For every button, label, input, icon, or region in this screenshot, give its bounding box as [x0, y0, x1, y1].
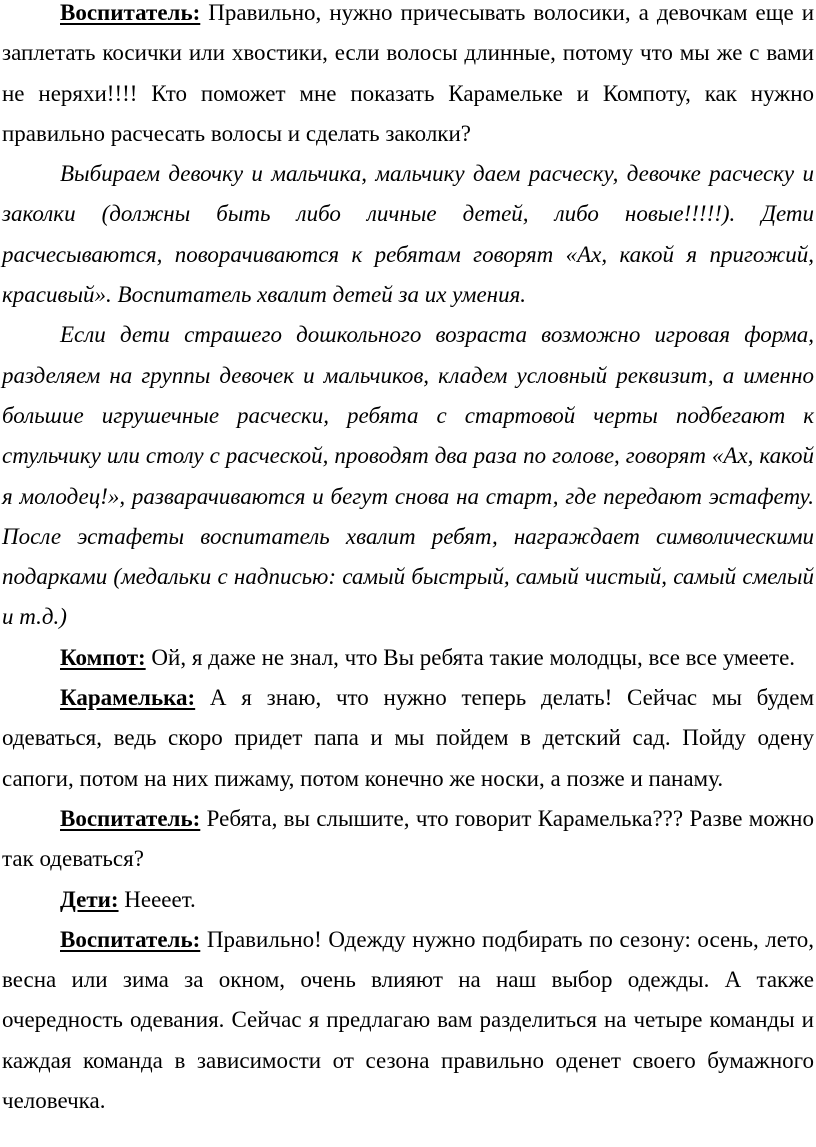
paragraph-text: Ой, я даже не знал, что Вы ребята такие молодцы, все все умеете. — [145, 644, 796, 670]
paragraph-text: Ребята, вы слышите, что говорит Карамелька??? Разве можно так одеваться? — [2, 805, 814, 872]
paragraph-kompot — [2, 638, 814, 678]
paragraph-karamelka — [2, 678, 814, 799]
paragraph-text: Выбираем девочку и мальчика, мальчику даем расческу, девочке расческу и заколки (должны быть либо личные детей, либо новые!!!!!). Дети расчесываются, поворачиваются к ребятам говорят «Ах, какой я пригожий, красивый». Воспитатель хвалит детей за их умения. — [2, 161, 814, 308]
speaker-label: Воспитатель: — [60, 805, 201, 831]
paragraph-instruction-relay — [2, 315, 814, 637]
speaker-label: Воспитатель: — [60, 926, 201, 952]
paragraph-teacher-question — [2, 799, 814, 880]
paragraph-instruction-comb — [2, 154, 814, 315]
paragraph-text: Правильно! Одежду нужно подбирать по сезону: осень, лето, весна или зима за окном, очень влияют на наш выбор одежды. А также очередность одевания. Сейчас я предлагаю вам разделиться на четыре команды и каждая команда в зависимости от сезона правильно оденет своего бумажного человечка. — [2, 926, 814, 1114]
paragraph-teacher-hair — [2, 0, 814, 154]
paragraph-text: Правильно, нужно причесывать волосики, а девочкам еще и заплетать косички или хвостики, если волосы длинные, потому что мы же с вами не неряхи!!!! Кто поможет мне показать Карамельке и Компоту, как нужно правильно расчесать волосы и сделать заколки? — [2, 0, 814, 146]
speaker-label: Компот: — [60, 644, 146, 670]
paragraph-text: Неееет. — [118, 886, 196, 912]
paragraph-text: А я знаю, что нужно теперь делать! Сейчас мы будем одеваться, ведь скоро придет папа и мы пойдем в детский сад. Пойду одену сапоги, потом на них пижаму, потом конечно же носки, а позже и панаму. — [2, 685, 814, 791]
speaker-label: Карамелька: — [60, 685, 196, 711]
speaker-label: Дети: — [60, 886, 119, 912]
paragraph-children — [2, 880, 814, 920]
paragraph-text: Если дети страшего дошкольного возраста возможно игровая форма, разделяем на группы девочек и мальчиков, кладем условный реквизит, а именно большие игрушечные расчески, ребята с стартовой черты подбегают к стульчику или столу с расческой, проводят два раза по голове, говорят «Ах, какой я молодец!», разварачиваются и бегут снова на старт, где передают эстафету. После эстафеты воспитатель хвалит ребят, награждает символическими подарками (медальки с надписью: самый быстрый, самый чистый, самый смелый и т.д.) — [2, 322, 814, 630]
speaker-label: Воспитатель: — [60, 0, 201, 25]
paragraph-teacher-seasons — [2, 920, 814, 1121]
